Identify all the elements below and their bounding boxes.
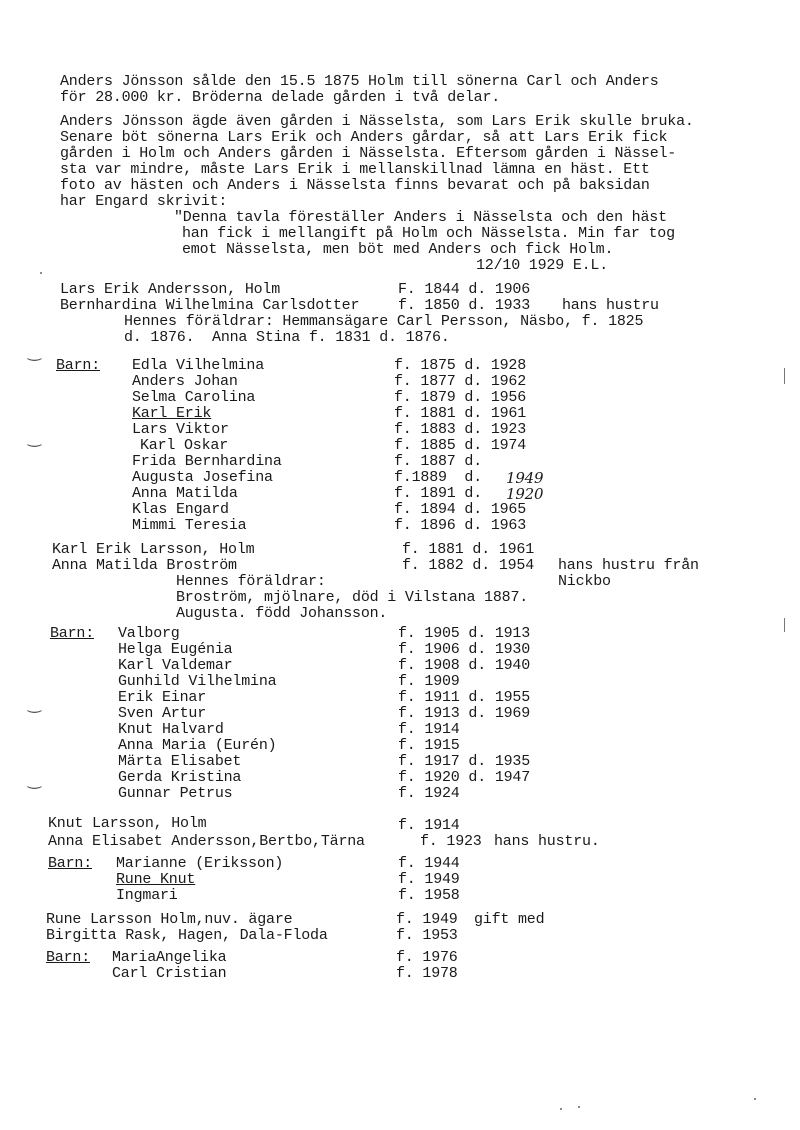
s2-child-dates: f. 1911 d. 1955 [398,689,531,706]
s1-head-name-1: Lars Erik Andersson, Holm [60,281,281,298]
margin-tick-mark: ‿ [28,428,41,447]
intro-line-3: Anders Jönsson ägde även gården i Nässelsta, som Lars Erik skulle bruka. [60,113,694,130]
s2-head-dates-1: f. 1881 d. 1961 [402,541,535,558]
s3-head-name-2: Anna Elisabet Andersson,Bertbo,Tärna [48,833,365,850]
s1-child-dates: f. 1891 d. [394,485,483,502]
s1-child-dates: f.1889 d. [394,469,483,486]
s2-parents-3: Augusta. född Johansson. [176,605,388,622]
s3-head-note-2: hans hustru. [494,833,600,850]
s1-child-dates: f. 1885 d. 1974 [394,437,527,454]
s1-child-dates: f. 1887 d. [394,453,483,470]
intro-line-2: för 28.000 kr. Bröderna delade gården i två delar. [60,89,501,106]
quote-signature: 12/10 1929 E.L. [476,257,609,274]
s2-child-name: Knut Halvard [118,721,224,738]
quote-line-3: emot Nässelsta, men böt med Anders och fick Holm. [182,241,614,258]
s3-child-name: Marianne (Eriksson) [116,855,284,872]
s2-child-name: Gerda Kristina [118,769,242,786]
s2-child-dates: f. 1905 d. 1913 [398,625,531,642]
s2-child-name: Valborg [118,625,180,642]
s1-child-dates: f. 1875 d. 1928 [394,357,527,374]
s1-child-dates: f. 1879 d. 1956 [394,389,527,406]
s4-head-note-1: gift med [474,911,545,928]
s4-head-dates-1: f. 1949 [396,911,458,928]
s3-child-dates: f. 1944 [398,855,460,872]
s2-barn-label: Barn: [50,625,95,642]
intro-line-1: Anders Jönsson sålde den 15.5 1875 Holm till sönerna Carl och Anders [60,73,659,90]
s1-head-name-2: Bernhardina Wilhelmina Carlsdotter [60,297,360,314]
s1-parents-2: d. 1876. Anna Stina f. 1831 d. 1876. [124,329,450,346]
s2-child-dates: f. 1915 [398,737,460,754]
s2-child-name: Gunhild Vilhelmina [118,673,277,690]
s1-child-name: Klas Engard [132,501,229,518]
s2-child-dates: f. 1909 [398,673,460,690]
s2-child-name: Erik Einar [118,689,207,706]
margin-dot [40,272,42,274]
s2-child-name: Helga Eugénia [118,641,233,658]
s2-head-note-2: hans hustru från [558,557,699,574]
quote-line-1: "Denna tavla föreställer Anders i Nässelsta och den häst [174,209,667,226]
s4-child-dates: f. 1978 [396,965,458,982]
s2-child-dates: f. 1908 d. 1940 [398,657,531,674]
intro-line-5: gården i Holm och Anders gården i Nässelsta. Eftersom gården i Nässel- [60,145,677,162]
s4-child-dates: f. 1976 [396,949,458,966]
s1-child-dates: f. 1877 d. 1962 [394,373,527,390]
margin-tick-mark: ‿ [28,770,41,789]
s3-child-dates: f. 1958 [398,887,460,904]
s3-head-name-1: Knut Larsson, Holm [48,815,207,832]
intro-line-6: sta var mindre, måste Lars Erik i mellanskillnad lämna en häst. Ett [60,161,650,178]
s4-head-name-2: Birgitta Rask, Hagen, Dala-Floda [46,927,328,944]
margin-dot [578,1106,580,1108]
s3-head-dates-1: f. 1914 [398,817,460,834]
s3-head-dates-2: f. 1923 [420,833,482,850]
margin-dot [754,1098,756,1100]
intro-line-7: foto av hästen och Anders i Nässelsta finns bevarat och på baksidan [60,177,650,194]
s2-child-name: Anna Maria (Eurén) [118,737,277,754]
s1-barn-label: Barn: [56,357,101,374]
s1-child-name: Karl Oskar [140,437,229,454]
s2-parents-1: Hennes föräldrar: [176,573,326,590]
s1-child-dates: f. 1881 d. 1961 [394,405,527,422]
s2-child-dates: f. 1920 d. 1947 [398,769,531,786]
margin-tick-mark: ‿ [28,342,41,361]
s1-child-name: Karl Erik [132,405,212,422]
margin-dot [560,1108,562,1110]
s2-child-dates: f. 1914 [398,721,460,738]
s1-head-note-2: hans hustru [562,297,659,314]
s1-child-name: Selma Carolina [132,389,256,406]
margin-tick-mark: ‿ [28,694,41,713]
s2-child-name: Gunnar Petrus [118,785,233,802]
s2-head-dates-2: f. 1882 d. 1954 [402,557,535,574]
right-edge-mark [784,618,785,632]
quote-line-2: han fick i mellangift på Holm och Nässelsta. Min far tog [182,225,675,242]
s2-head-name-2: Anna Matilda Broström [52,557,237,574]
s3-barn-label: Barn: [48,855,93,872]
s4-head-dates-2: f. 1953 [396,927,458,944]
s3-child-name: Rune Knut [116,871,196,888]
s1-child-name: Anna Matilda [132,485,238,502]
s3-child-name: Ingmari [116,887,178,904]
s1-child-name: Lars Viktor [132,421,229,438]
s1-child-dates: f. 1896 d. 1963 [394,517,527,534]
s2-child-name: Karl Valdemar [118,657,233,674]
s2-head-name-1: Karl Erik Larsson, Holm [52,541,255,558]
s2-child-dates: f. 1924 [398,785,460,802]
intro-line-4: Senare böt sönerna Lars Erik och Anders gårdar, så att Lars Erik fick [60,129,668,146]
s1-child-name: Mimmi Teresia [132,517,247,534]
right-edge-mark [784,368,785,384]
s1-child-name: Augusta Josefina [132,469,273,486]
s4-head-name-1: Rune Larsson Holm,nuv. ägare [46,911,293,928]
intro-line-8: har Engard skrivit: [60,193,228,210]
s1-child-handwritten-year: 1949 [506,469,544,487]
s2-parents-2: Broström, mjölnare, död i Vilstana 1887. [176,589,529,606]
s2-child-dates: f. 1917 d. 1935 [398,753,531,770]
s2-child-dates: f. 1906 d. 1930 [398,641,531,658]
s2-child-name: Märta Elisabet [118,753,242,770]
s1-child-dates: f. 1883 d. 1923 [394,421,527,438]
s1-parents-1: Hennes föräldrar: Hemmansägare Carl Persson, Näsbo, f. 1825 [124,313,644,330]
s4-barn-label: Barn: [46,949,91,966]
s3-child-dates: f. 1949 [398,871,460,888]
s4-child-name: MariaAngelika [112,949,227,966]
s1-child-name: Edla Vilhelmina [132,357,265,374]
s1-child-name: Frida Bernhardina [132,453,282,470]
s1-child-name: Anders Johan [132,373,238,390]
s2-note-place: Nickbo [558,573,611,590]
s1-child-dates: f. 1894 d. 1965 [394,501,527,518]
s1-head-dates-2: f. 1850 d. 1933 [398,297,531,314]
s2-child-name: Sven Artur [118,705,207,722]
s4-child-name: Carl Cristian [112,965,227,982]
s1-head-dates-1: F. 1844 d. 1906 [398,281,531,298]
s2-child-dates: f. 1913 d. 1969 [398,705,531,722]
s1-child-handwritten-year: 1920 [506,485,544,503]
